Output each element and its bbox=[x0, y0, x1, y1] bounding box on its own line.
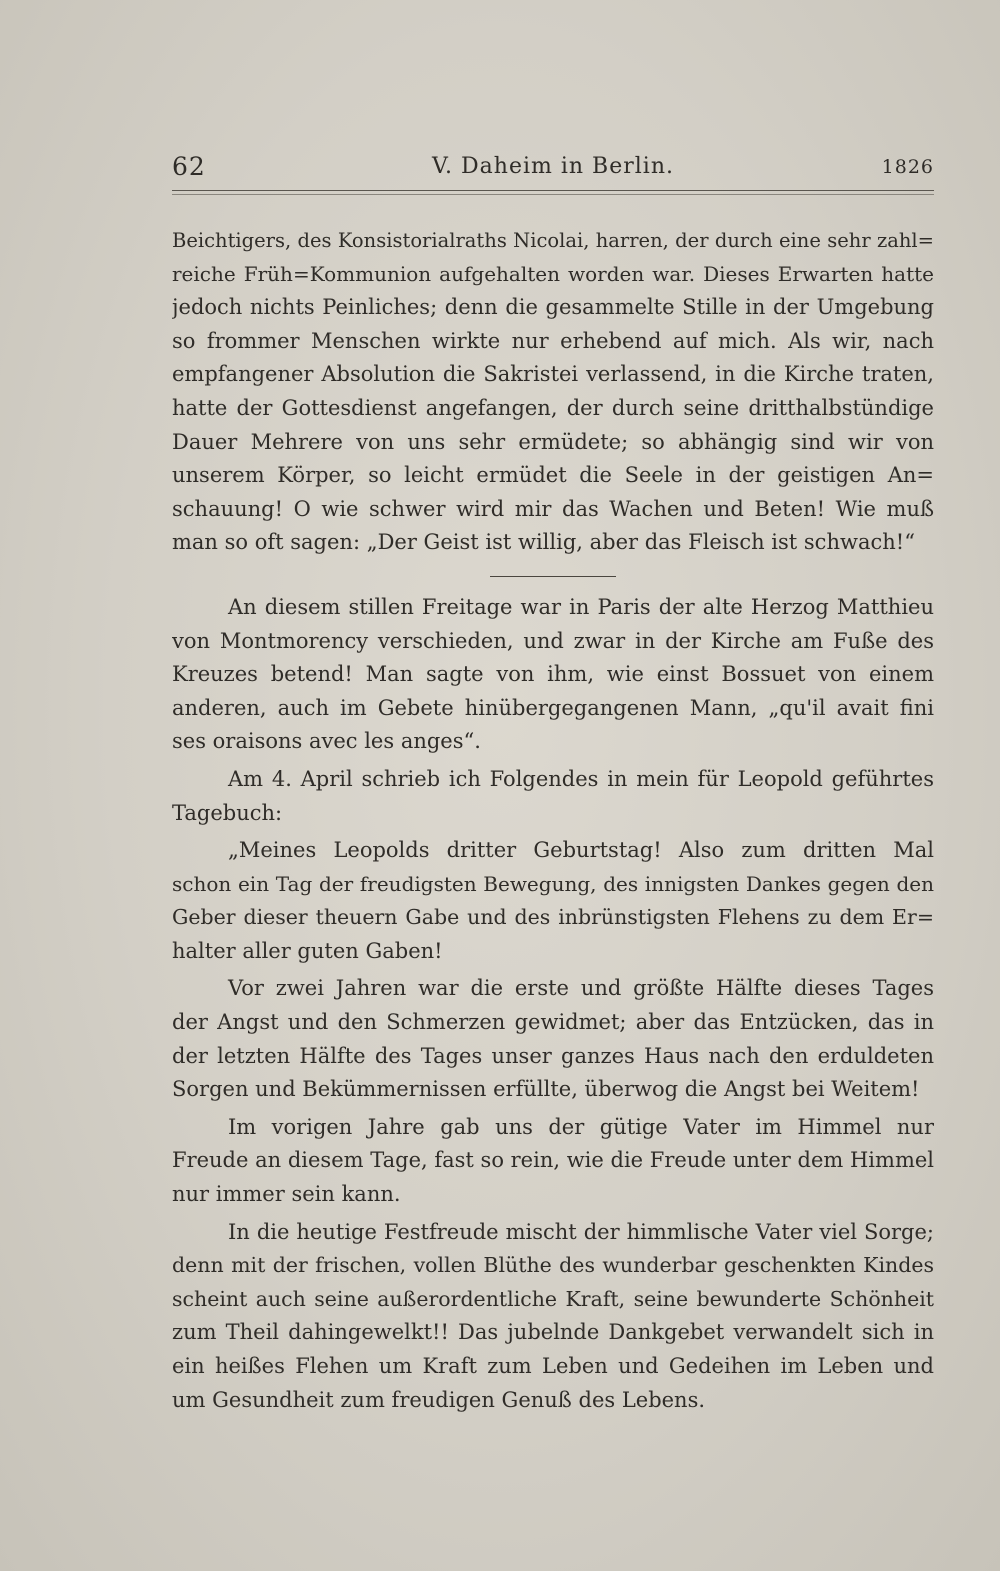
text-line: empfangener Absolution die Sakristei verlassend, in die Kirche traten, bbox=[172, 362, 934, 387]
text-line: um Gesundheit zum freudigen Genuß des Lebens. bbox=[172, 1387, 706, 1412]
text-line: hatte der Gottesdienst angefangen, der durch seine dritthalbstündige bbox=[172, 395, 934, 420]
paragraph-3 bbox=[172, 763, 934, 830]
text-line: ses oraisons avec les anges“. bbox=[172, 729, 481, 754]
text-line: unserem Körper, so leicht ermüdet die Seele in der geistigen An= bbox=[172, 463, 934, 488]
text-line: denn mit der frischen, vollen Blüthe des wunderbar geschenkten Kindes bbox=[172, 1253, 934, 1278]
page-number: 62 bbox=[172, 152, 206, 181]
text-line: Dauer Mehrere von uns sehr ermüdete; so abhängig sind wir von bbox=[172, 429, 934, 454]
text-line: In die heutige Festfreude mischt der himmlische Vater viel Sorge; bbox=[228, 1219, 934, 1244]
text-line: Tagebuch: bbox=[172, 800, 283, 825]
paragraph-1 bbox=[172, 224, 934, 560]
paragraph-5 bbox=[172, 972, 934, 1106]
header-year: 1826 bbox=[881, 156, 934, 178]
text-line: zum Theil dahingewelkt!! Das jubelnde Dankgebet verwandelt sich in bbox=[172, 1320, 934, 1345]
text-line: Vor zwei Jahren war die erste und größte Hälfte dieses Tages bbox=[228, 976, 934, 1001]
text-line: halter aller guten Gaben! bbox=[172, 938, 443, 963]
text-line: Im vorigen Jahre gab uns der gütige Vater im Himmel nur bbox=[228, 1114, 934, 1139]
text-line: Kreuzes betend! Man sagte von ihm, wie einst Bossuet von einem bbox=[172, 662, 934, 687]
running-title: V. Daheim in Berlin. bbox=[432, 154, 674, 179]
body-text bbox=[172, 224, 934, 1417]
text-line: so frommer Menschen wirkte nur erhebend auf mich. Als wir, nach bbox=[172, 328, 934, 353]
paragraph-4 bbox=[172, 834, 934, 968]
paragraph-2 bbox=[172, 591, 934, 759]
text-line: scheint auch seine außerordentliche Kraft, seine bewunderte Schönheit bbox=[172, 1286, 934, 1311]
text-line: jedoch nichts Peinliches; denn die gesammelte Stille in der Umgebung bbox=[172, 295, 934, 320]
text-line: An diesem stillen Freitage war in Paris der alte Herzog Matthieu bbox=[228, 594, 934, 619]
section-separator bbox=[490, 576, 616, 577]
text-line: der Angst und den Schmerzen gewidmet; aber das Entzücken, das in bbox=[172, 1010, 934, 1035]
page-header bbox=[172, 152, 934, 192]
text-line: Freude an diesem Tage, fast so rein, wie die Freude unter dem Himmel bbox=[172, 1148, 934, 1173]
text-line: Geber dieser theuern Gabe und des inbrünstigsten Flehens zu dem Er= bbox=[172, 905, 934, 930]
text-line: von Montmorency verschieden, und zwar in der Kirche am Fuße des bbox=[172, 628, 934, 653]
text-line: Sorgen und Bekümmernissen erfüllte, überwog die Angst bei Weitem! bbox=[172, 1077, 920, 1102]
text-line: „Meines Leopolds dritter Geburtstag! Also zum dritten Mal bbox=[228, 838, 934, 863]
text-line: ein heißes Flehen um Kraft zum Leben und Gedeihen im Leben und bbox=[172, 1354, 934, 1378]
text-line: der letzten Hälfte des Tages unser ganzes Haus nach den erduldeten bbox=[172, 1043, 934, 1068]
text-line: reiche Früh=Kommunion aufgehalten worden war. Dieses Erwarten hatte bbox=[172, 261, 934, 286]
text-line: man so oft sagen: „Der Geist ist willig, aber das Fleisch ist schwach!“ bbox=[172, 530, 915, 555]
paragraph-6 bbox=[172, 1111, 934, 1212]
text-line: schon ein Tag der freudigsten Bewegung, des innigsten Dankes gegen den bbox=[172, 871, 934, 896]
header-rule bbox=[172, 190, 934, 191]
text-line: Beichtigers, des Konsistorialraths Nicolai, harren, der durch eine sehr zahl= bbox=[172, 229, 934, 252]
paragraph-7 bbox=[172, 1216, 934, 1418]
text-line: schauung! O wie schwer wird mir das Wachen und Beten! Wie muß bbox=[172, 496, 934, 521]
text-line: anderen, auch im Gebete hinübergegangenen Mann, „qu'il avait fini bbox=[172, 695, 934, 720]
header-rule-secondary bbox=[172, 194, 934, 195]
text-line: Am 4. April schrieb ich Folgendes in mein für Leopold geführtes bbox=[228, 766, 934, 791]
text-line: nur immer sein kann. bbox=[172, 1182, 401, 1207]
